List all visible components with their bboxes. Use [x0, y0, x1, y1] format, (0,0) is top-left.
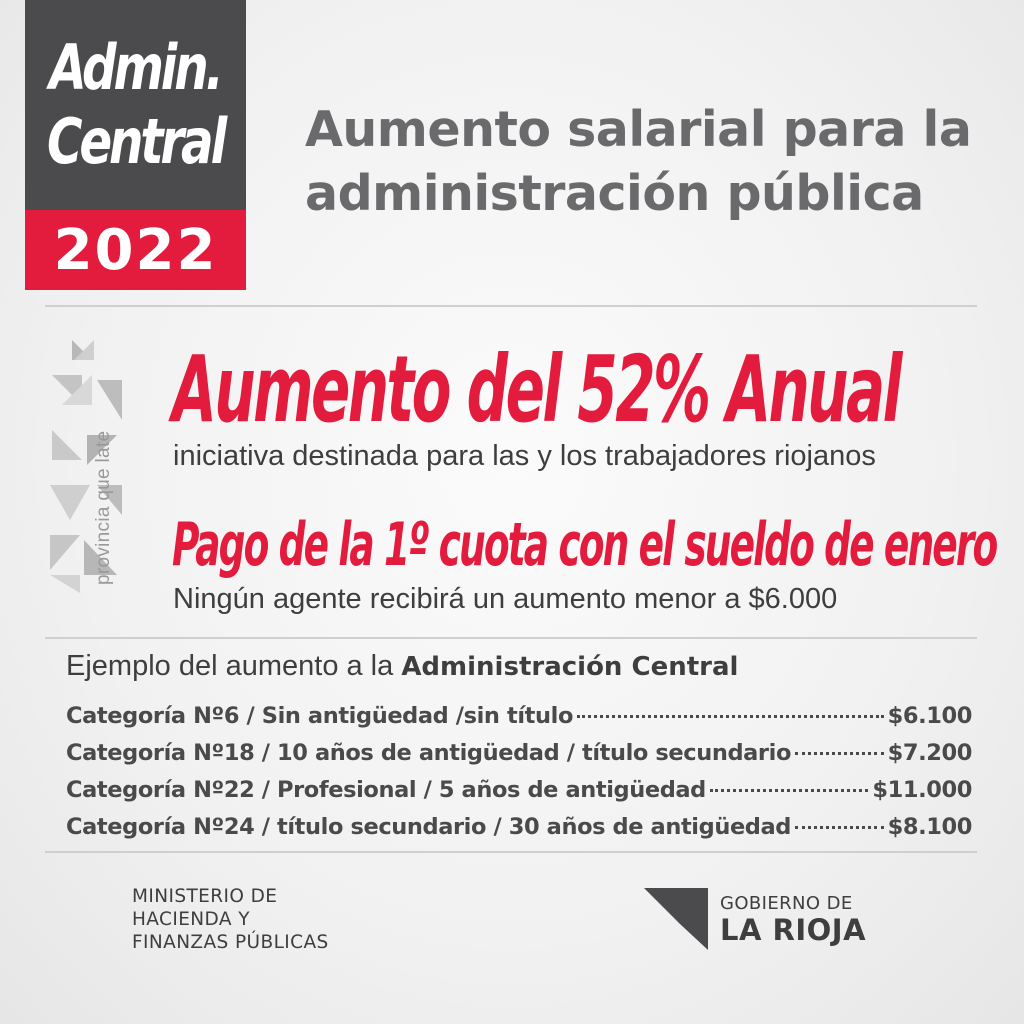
page-headline: Aumento salarial para la administración pública: [305, 101, 972, 222]
gobierno-logo-text: GOBIERNO DE LA RIOJA: [720, 893, 867, 947]
la-rioja-province-shape-icon: [644, 884, 710, 952]
list-item: Categoría Nº22 / Profesional / 5 años de antigüedad $11.000: [66, 777, 972, 803]
leader-dots: [710, 789, 868, 792]
leader-dots: [577, 715, 884, 718]
badge-line-2: Central: [46, 105, 225, 178]
admin-central-badge: [25, 0, 246, 210]
payment-title: Pago de la 1º cuota con el sueldo de enero: [172, 510, 997, 580]
list-item: Categoría Nº6 / Sin antigüedad /sin título $6.100: [66, 703, 972, 729]
badge-line-1: Admin.: [49, 31, 222, 104]
leader-dots: [795, 752, 884, 755]
increase-title: Aumento del 52% Anual: [172, 336, 900, 443]
divider-middle: [45, 637, 977, 639]
list-item: Categoría Nº24 / título secundario / 30 años de antigüedad $8.100: [66, 814, 972, 840]
tagline-vertical: provincia que late: [93, 430, 114, 585]
salary-examples-list: [66, 703, 972, 851]
year-badge: 2022: [25, 210, 246, 290]
example-heading-bold: Administración Central: [401, 652, 739, 682]
minimum-note: Ningún agente recibirá un aumento menor a $6.000: [173, 583, 838, 615]
leader-dots: [795, 826, 884, 829]
divider-bottom: [45, 851, 977, 853]
ministry-name: MINISTERIO DE HACIENDA Y FINANZAS PÚBLICAS: [132, 886, 329, 953]
increase-subtitle: iniciativa destinada para las y los trabajadores riojanos: [173, 440, 876, 472]
divider-top: [45, 305, 977, 307]
la-rioja-geometric-logo-icon: [42, 335, 132, 595]
list-item: Categoría Nº18 / 10 años de antigüedad / título secundario $7.200: [66, 740, 972, 766]
example-heading: Ejemplo del aumento a la Administración Central: [66, 650, 739, 682]
